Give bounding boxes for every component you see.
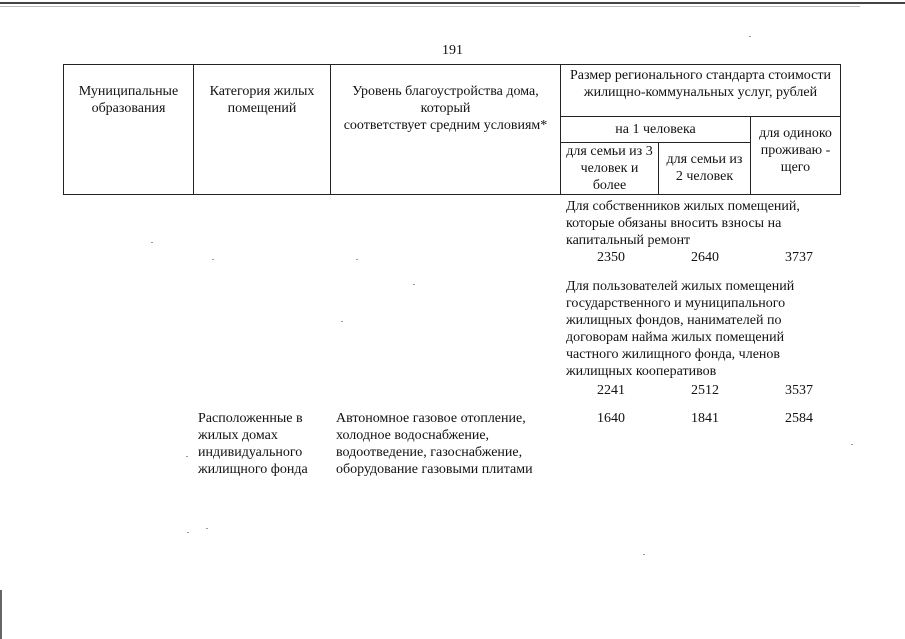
scan-speck: [151, 242, 153, 243]
owners-value-family3: 2350: [597, 250, 625, 265]
users-value-single: 3537: [785, 383, 813, 398]
scan-speck: [341, 321, 343, 322]
scan-speck: [187, 532, 189, 533]
individual-value-family3: 1640: [597, 411, 625, 426]
page-number: 191: [442, 43, 463, 58]
users-value-family2: 2512: [691, 383, 719, 398]
owners-value-family2: 2640: [691, 250, 719, 265]
header-level-line-2: соответствует средним условиям*: [343, 118, 548, 133]
header-level-line-1: Уровень благоустройства дома, который: [352, 84, 539, 116]
header-table: [63, 64, 841, 195]
scan-speck: [186, 456, 188, 457]
header-family3: для семьи из 3 человек и более: [561, 143, 659, 195]
header-per-person: на 1 человека: [561, 117, 751, 143]
header-single: для одиноко проживаю - щего: [751, 117, 841, 195]
top-border-line: [0, 2, 905, 4]
users-value-family3: 2241: [597, 383, 625, 398]
scan-speck: [749, 36, 751, 37]
scan-speck: [206, 528, 208, 529]
individual-level: Автономное газовое отопление, холодное водоснабжение, водоотведение, газоснабжение, оборудование газовыми плитами: [336, 411, 533, 477]
scan-speck: [356, 259, 358, 260]
owners-label: Для собственников жилых помещений, которые обязаны вносить взносы на капитальный ремонт: [566, 199, 800, 248]
header-category: Категория жилых помещений: [194, 65, 331, 195]
scan-speck: [413, 284, 415, 285]
header-municipal: Муниципальные образования: [64, 65, 194, 195]
scan-speck: [643, 554, 645, 555]
scan-speck: [212, 259, 214, 260]
header-family2: для семьи из 2 человек: [659, 143, 751, 195]
users-label: Для пользователей жилых помещений государственного и муниципального жилищных фондов, нанимателей по договорам найма жилых помещений частного жилищного фонда, членов жилищных кооперативов: [566, 279, 795, 379]
individual-category: Расположенные в жилых домах индивидуального жилищного фонда: [198, 411, 308, 477]
individual-value-family2: 1841: [691, 411, 719, 426]
header-size: [561, 65, 841, 117]
top-border-line-secondary: [0, 6, 860, 7]
scan-speck: [851, 444, 853, 445]
owners-value-single: 3737: [785, 250, 813, 265]
scan-edge-mark: [0, 590, 2, 639]
header-size-line-2: жилищно-коммунальных услуг, рублей: [583, 85, 818, 100]
individual-value-single: 2584: [785, 411, 813, 426]
header-size-line-1: Размер регионального стандарта стоимости: [570, 68, 831, 83]
header-level: [331, 65, 561, 195]
